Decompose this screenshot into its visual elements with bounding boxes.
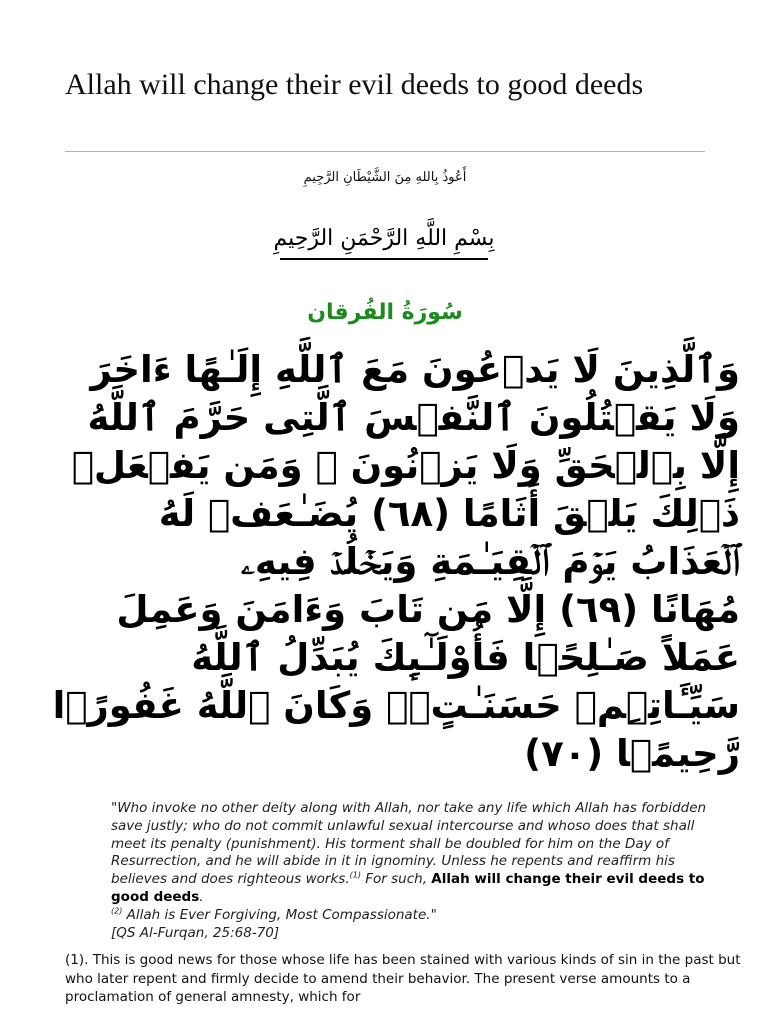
arabic-line: وَلَا يَقۡتُلُونَ ٱلنَّفۡسَ ٱلَّتِى حَرَّمَ ٱللَّهُ (87, 396, 740, 439)
footnote-paragraph: (1). This is good news for those whose life has been stained with various kinds of sin in the past but who later repent and firmly decide to amend their behavior. The present verse amounts to a proclamation of general amnesty, which for (65, 952, 741, 1005)
footnote-marker: (2) (111, 906, 123, 916)
translation-text: . (199, 888, 204, 905)
basmala-stroke (280, 258, 488, 260)
surah-heading: سُورَةُ الفُرقان (307, 300, 463, 325)
arabic-line: ذَٲلِكَ يَلۡقَ أَثَامًا (٦٨) يُضَـٰعَفۡ لَهُ (158, 492, 740, 535)
arabic-line: وَٱلَّذِينَ لَا يَدۡعُونَ مَعَ ٱللَّهِ إِلَـٰهًا ءَاخَرَ (90, 348, 740, 391)
arabic-line: ٱلۡعَذَابُ يَوۡمَ ٱلۡقِيَـٰمَةِ وَيَخۡلُدۡ فِيهِۦ (240, 540, 740, 583)
translation-text: "Who invoke no other deity along with Allah, nor take any life which Allah has forbidden save justly; who do not commit unlawful sexual intercourse and whoso does that shall meet its penalty (punishment). His torment shall be doubled for him on the Day of Resurrection, and he will abide in it in ignominy. Unless he repents and reaffirm his believes and does righteous works. (111, 800, 707, 888)
arabic-line: مُهَانًا (٦٩) إِلَّا مَن تَابَ وَءَامَنَ وَعَمِلَ (116, 588, 740, 631)
verse-reference: [QS Al-Furqan, 25:68-70] (111, 924, 280, 941)
istiaadha-calligraphy: أَعُوذُ بِاللهِ مِنَ الشَّيْطَانِ الرَّجِيمِ (303, 170, 467, 185)
arabic-line: سَيِّـَٔاتِہِمۡ حَسَنَـٰتٍ۬ۗ وَكَانَ ٱللَّهُ غَفُورً۬ا (52, 684, 740, 727)
highlighted-phrase: Allah will change their evil deeds to good deeds (111, 871, 705, 905)
title-divider (65, 151, 705, 152)
arabic-line: رَّحِيمً۬ا (٧٠) (524, 732, 740, 775)
basmala-calligraphy (252, 220, 516, 270)
basmala-text: بِسْمِ اللَّهِ الرَّحْمَنِ الرَّحِيمِ (273, 226, 495, 251)
arabic-line: إِلَّا بِٱلۡحَقِّ وَلَا يَزۡنُونَ ۚ وَمَن يَفۡعَلۡ (71, 444, 740, 487)
footnote-marker: (1) (349, 870, 361, 880)
verse-translation (111, 800, 711, 942)
translation-text: For such, (360, 871, 432, 888)
arabic-line: عَمَلاً صَـٰلِحً۬ا فَأُوْلَـٰٓٮِٕكَ يُبَدِّلُ ٱللَّهُ (191, 636, 740, 679)
page-title: Allah will change their evil deeds to good deeds (65, 68, 644, 101)
translation-text: Allah is Ever Forgiving, Most Compassionate." (122, 906, 437, 923)
